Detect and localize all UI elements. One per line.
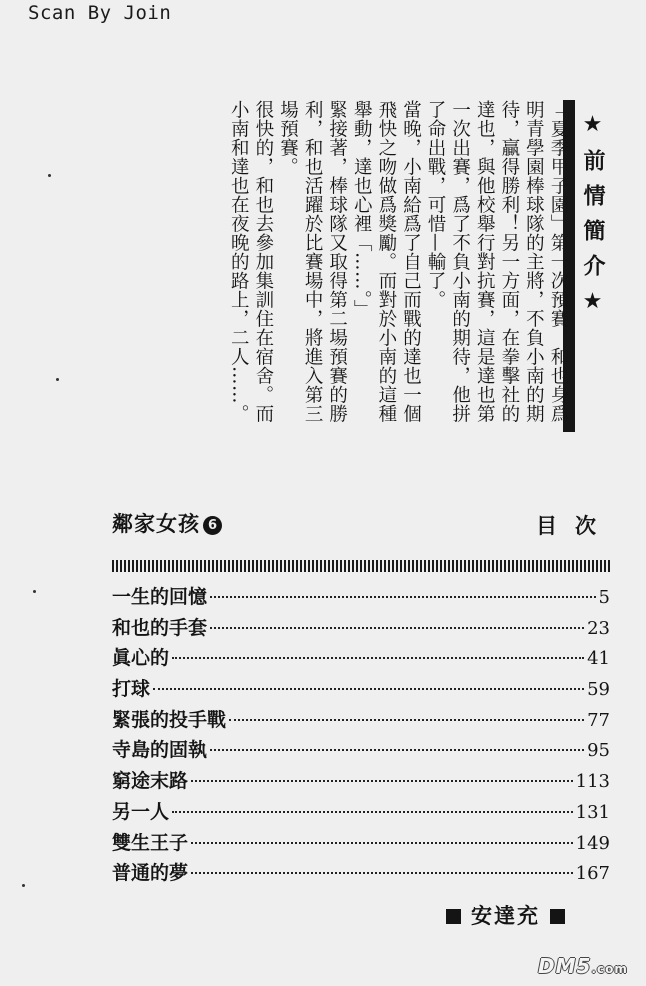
toc-leader [229,719,584,721]
watermark-logo [538,954,628,978]
square-bullet-icon [550,909,565,924]
star-icon: ★ [580,289,605,326]
toc-leader [172,811,573,813]
synopsis-text [84,100,570,440]
toc-entry-page: 59 [587,679,610,701]
synopsis-title-text: 前情簡介 [580,149,605,289]
toc-entry-page: 41 [587,648,610,670]
toc-entry-page: 77 [587,709,610,731]
toc-heading: 目次 [536,514,614,538]
toc-entry-label: 緊張的投手戰 [112,708,227,731]
watermark-brand: DM5 [538,954,592,978]
toc-entry [112,613,610,644]
toc-entry-label: 普通的夢 [112,862,189,885]
toc-entry-page: 23 [587,617,610,639]
square-bullet-icon [446,909,461,924]
toc-leader [153,688,584,690]
toc-entry [112,705,610,736]
scan-speck [48,174,51,177]
toc-entry [112,858,610,889]
synopsis-paragraph: 「夏季甲子園」第一次預賽，和也身爲明青學園棒球隊的主將，不負小南的期待，贏得勝利！另一方面，在拳擊社的達也，與他校舉行對抗賽，這是達也第一次出賽，爲了不負小南的期待，他拼了命出戰，可惜—輸了。 [425,100,569,423]
toc-entry-label: 寺島的固執 [112,739,208,762]
toc-leader [191,780,573,782]
toc-entry-label: 眞心的 [112,647,170,670]
toc-entry [112,735,610,766]
synopsis-paragraph: 當晚，小南給爲了自己而戰的達也一個飛快之吻做爲獎勵。而對於小南的這種舉動，達也心裡「……。」 [351,100,422,423]
star-icon: ★ [580,112,605,149]
toc-entry-page: 95 [587,740,610,762]
toc-list [112,582,610,889]
author-credit [446,900,565,930]
toc-entry [112,674,610,705]
scan-credit: Scan By Join [28,2,172,24]
toc-entry-page: 113 [575,771,610,793]
toc-entry [112,797,610,828]
toc-entry-label: 和也的手套 [112,616,208,639]
book-title-text: 鄰家女孩 [112,512,200,536]
toc-leader [191,842,573,844]
toc-entry [112,643,610,674]
toc-entry-label: 一生的回憶 [112,586,208,608]
synopsis-paragraph: 緊接著，棒球隊又取得第二場預賽的勝利，和也活躍於比賽場中，將進入第三場預賽。 [277,100,348,423]
toc-entry [112,766,610,797]
toc-leader [172,657,584,659]
toc-leader [210,596,596,598]
toc-entry-page: 5 [598,587,610,608]
scan-speck [33,590,36,593]
toc-leader [210,749,584,751]
synopsis-paragraph: 很快的，和也去參加集訓住在宿舍。而小南和達也在夜晚的路上，二人……。 [228,100,274,423]
toc-entry-label: 打球 [112,678,151,701]
scan-speck [22,884,25,887]
watermark-domain: .com [591,962,628,976]
scan-speck [56,378,59,381]
toc-entry-page: 131 [575,801,610,823]
toc-entry [112,828,610,859]
toc-entry [112,582,610,613]
toc-leader [191,872,573,874]
toc-entry-label: 窮途末路 [112,770,189,793]
toc-entry-page: 149 [575,832,610,854]
book-title [112,508,222,538]
toc-entry-page: 167 [575,863,610,885]
toc-entry-label: 另一人 [112,800,170,823]
toc-entry-label: 雙生王子 [112,831,189,854]
volume-badge: 6 [203,516,222,535]
synopsis-title [578,112,606,326]
author-name: 安達充 [471,904,540,928]
toc-leader [210,627,584,629]
toc-divider [112,560,610,572]
